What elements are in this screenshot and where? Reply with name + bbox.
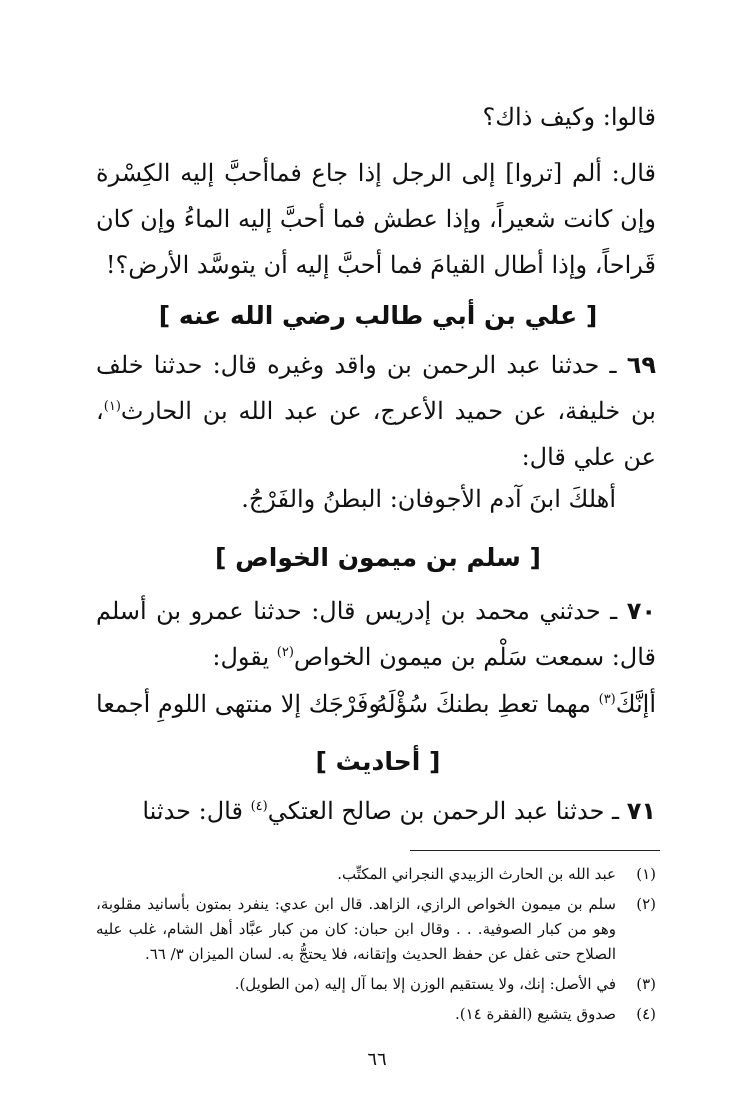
poem-verse [96, 684, 656, 724]
footnote-text: عبد الله بن الحارث الزبيدي النجراني المكتِّب. [337, 865, 616, 883]
hadith-text-cont: قال: حدثنا [142, 797, 251, 825]
hadith-text: ـ حدثنا عبد الرحمن بن واقد وغيره قال: حدثنا خلف بن خليفة، عن حميد الأعرج، عن عبد الله بن الحارث [96, 351, 656, 425]
footnote-2 [96, 892, 656, 967]
footnote-4 [96, 1002, 656, 1027]
hadith-text: ـ حدثني محمد بن إدريس قال: حدثنا عمرو بن أسلم قال: سمعت سَلْم بن ميمون الخواص [96, 597, 656, 671]
paragraph-quote-intro: قالوا: وكيف ذاك؟ [482, 103, 656, 131]
footnote-text: صدوق يتشيع (الفقرة ١٤). [454, 1005, 616, 1023]
section-heading-ali: [ علي بن أبي طالب رضي الله عنه ] [158, 301, 598, 330]
section-heading-salm: [ سلم بن ميمون الخواص ] [215, 543, 541, 572]
footnote-number: (٢) [636, 895, 656, 913]
hadith-number: ٦٩ [626, 351, 656, 379]
hadith-text-cont: يقول: [212, 643, 277, 671]
hadith-number: ٧١ [626, 797, 656, 825]
verse-first-hemistich: أإنَّكَ$^{(٣)}$ مهما تعطِ بطنكَ سُؤْلَهُ [375, 690, 656, 718]
footnote-number: (٤) [636, 1005, 656, 1023]
footnote-text: سلم بن ميمون الخواص الرازي، الزاهد. قال ابن عدي: ينفرد بمتون بأسانيد مقلوبة، وهو من كبار الصوفية. . . وقال ابن حبان: كان من كبار عبَّاد أهل الشام، غلب عليه الصلاح حتى غفل عن حفظ الحديث وإتقانه، فلا يحتجُّ به. لسان الميزان ٣/ ٦٦. [96, 895, 616, 963]
hadith-69 [96, 342, 656, 480]
footnote-text: في الأصل: إنك، ولا يستقيم الوزن إلا بما آل إليه (من الطويل). [234, 975, 616, 993]
footnote-ref-3[interactable]: (٣) [598, 692, 616, 707]
quote-text: أهلكَ ابنَ آدم الأجوفان: البطنُ والفَرْجُ. [241, 485, 616, 513]
footnote-ref-2[interactable]: (٢) [276, 645, 294, 660]
footnote-3 [96, 972, 656, 997]
footnote-number: (١) [636, 865, 656, 883]
hadith-71 [96, 788, 656, 834]
page-number: ٦٦ [367, 1049, 387, 1070]
hadith-70 [96, 588, 656, 680]
footnote-1 [96, 862, 656, 887]
paragraph-saying: قال: ألم [تروا] إلى الرجل إذا جاع فماأحبَّ إليه الكِسْرة وإن كانت شعيراً، وإذا عطش فما أحبَّ إليه الماءُ وإن كان قَراحاً، وإذا أطال القيامَ فما أحبَّ إليه أن يتوسَّد الأرض؟! [96, 159, 656, 279]
hadith-number: ٧٠ [626, 597, 656, 625]
section-heading-ahadith: [ أحاديث ] [315, 747, 441, 776]
footnote-divider [410, 850, 660, 851]
footnote-ref-4[interactable]: (٤) [250, 799, 268, 814]
hadith-text: ـ حدثنا عبد الرحمن بن صالح العتكي [267, 797, 620, 825]
hadith-text-cont: ، عن علي قال: [96, 397, 656, 471]
hadith-69-quote [96, 476, 656, 522]
footnote-number: (٣) [636, 975, 656, 993]
verse-second-hemistich: وفَرْجَك إلا منتهى اللومِ أجمعا [96, 690, 381, 718]
footnote-ref-1[interactable]: (١) [103, 399, 121, 414]
